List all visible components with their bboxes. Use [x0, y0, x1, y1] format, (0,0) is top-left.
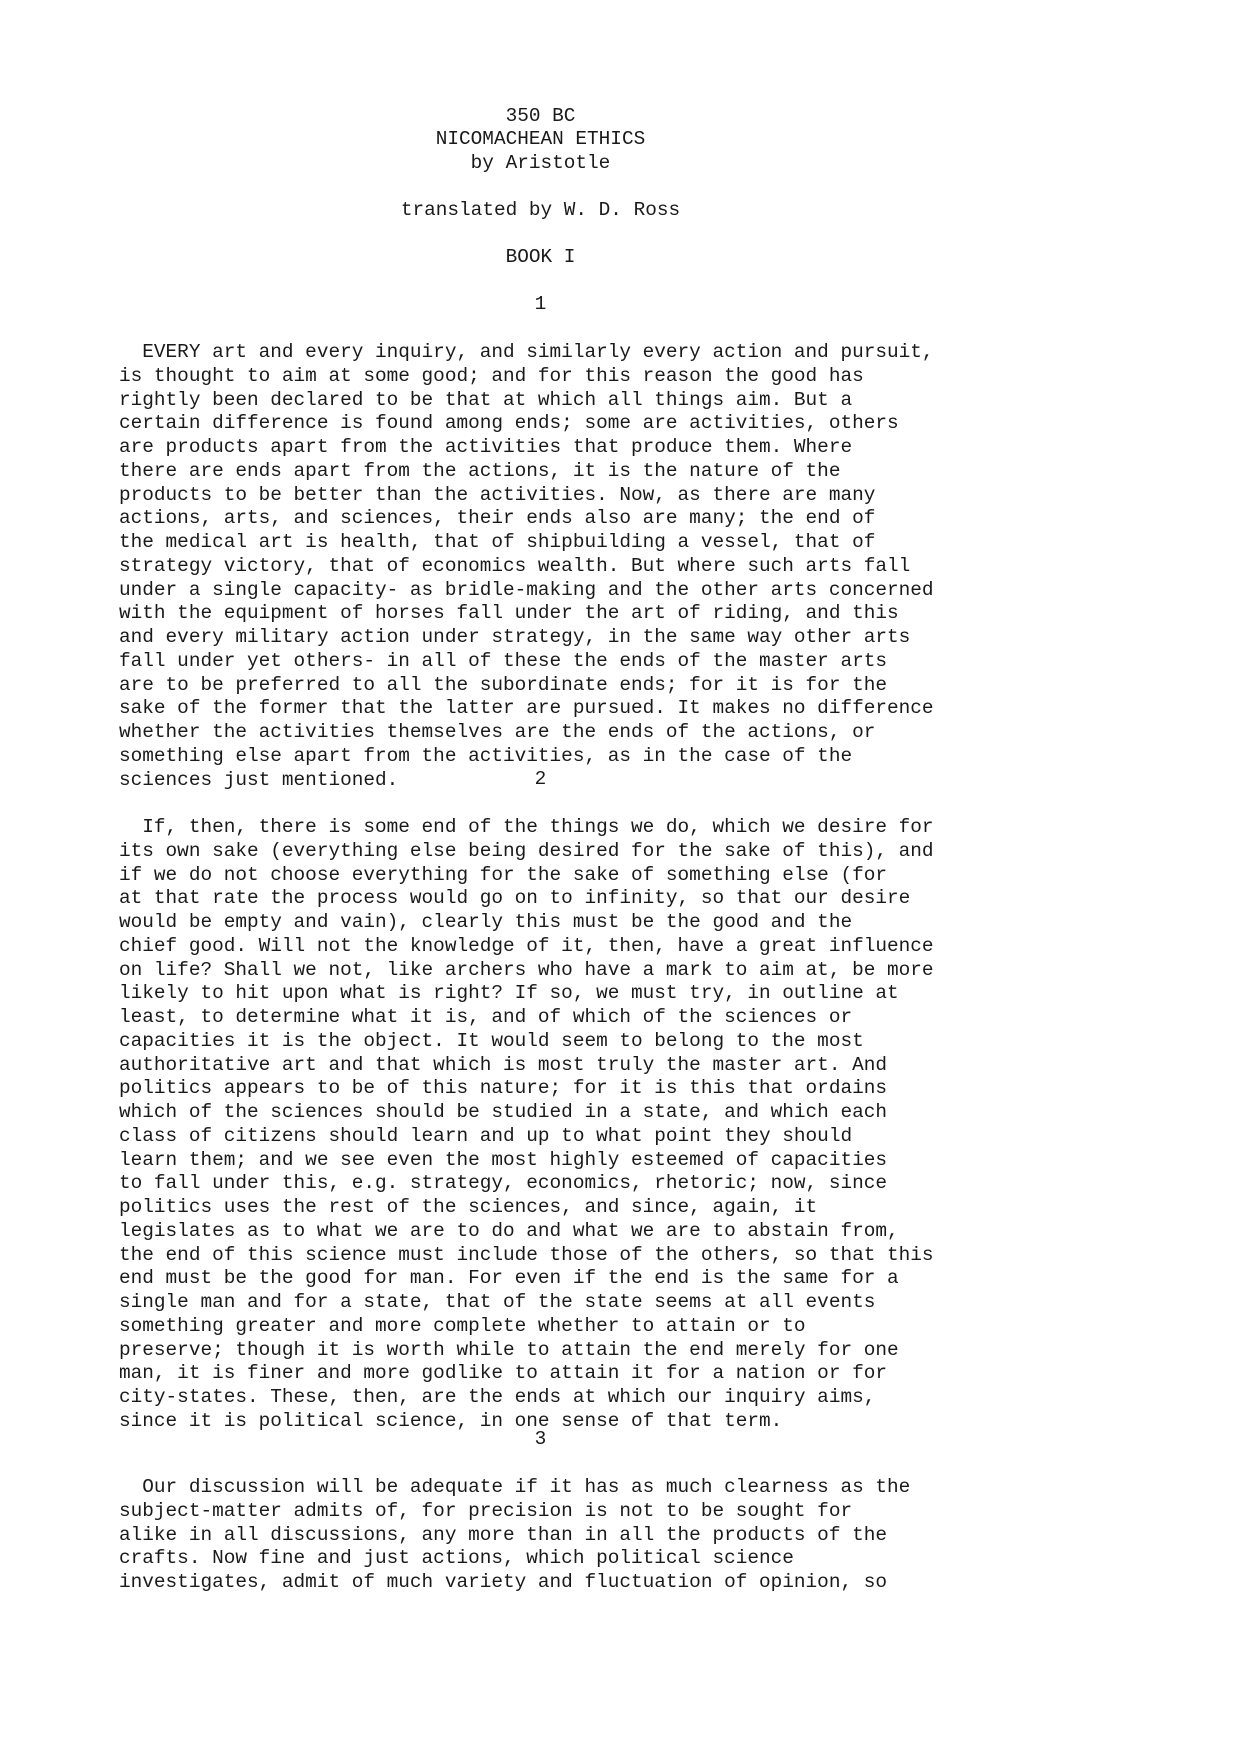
book-heading: BOOK I [505, 246, 576, 268]
section-number: 3 [534, 1428, 547, 1450]
section-text: Our discussion will be adequate if it has as much clearness as the subject-matter admits of, for precision is not to be sought for alike in all discussions, any more than in all the products of the crafts. Now fine and just actions, which political science investigates, admit of much variety and fluctuation of opinion, so [119, 1476, 911, 1593]
section-text: EVERY art and every inquiry, and similarly every action and pursuit, is thought to aim at some good; and for this reason the good has rightly been declared to be that at which all things aim. But a certain difference is found among ends; some are activities, others are products apart from the activities that produce them. Where there are ends apart from the actions, it is the nature of the products to be better than the activities. Now, as there are many actions, arts, and sciences, their ends also are many; the end of the medical art is health, that of shipbuilding a vessel, that of strategy victory, that of economics wealth. But where such arts fall under a single capacity- as bridle-making and the other arts concerned with the equipment of horses fall under the art of riding, and this and every military action under strategy, in the same way other arts fall under yet others- in all of these the ends of the master arts are to be preferred to all the subordinate ends; for it is for the sake of the former that the latter are pursued. It makes no difference whether the activities themselves are the ends of the actions, or something else apart from the activities, as in the case of the sciences just mentioned. [119, 341, 934, 791]
section-number: 2 [534, 768, 547, 790]
section-number: 1 [534, 293, 547, 315]
translator-line: translated by W. D. Ross [400, 199, 681, 221]
book-title: NICOMACHEAN ETHICS [435, 128, 646, 150]
section-text: If, then, there is some end of the things we do, which we desire for its own sake (everything else being desired for the sake of this), and if we do not choose everything for the sake of something else (for at that rate the process would go on to infinity, so that our desire would be empty and vain), clearly this must be the good and the chief good. Will not the knowledge of it, then, have a great influence on life? Shall we not, like archers who have a mark to aim at, be more likely to hit upon what is right? If so, we must try, in outline at least, to determine what it is, and of which of the sciences or capacities it is the object. It would seem to belong to the most authoritative art and that which is most truly the master art. And politics appears to be of this nature; for it is this that ordains which of the sciences should be studied in a state, and which each class of citizens should learn and up to what point they should learn them; and we see even the most highly esteemed of capacities to fall under this, e.g. strategy, economics, rhetoric; now, since politics uses the rest of the sciences, and since, again, it legislates as to what we are to do and what we are to abstain from, the end of this science must include those of the others, so that this end must be the good for man. For even if the end is the same for a single man and for a state, that of the state seems at all events something greater and more complete whether to attain or to preserve; though it is worth while to attain the end merely for one man, it is finer and more godlike to attain it for a nation or for city-states. These, then, are the ends at which our inquiry aims, since it is political science, in one sense of that term. [119, 816, 934, 1432]
date-line: 350 BC [505, 105, 576, 127]
author-line: by Aristotle [470, 152, 611, 174]
